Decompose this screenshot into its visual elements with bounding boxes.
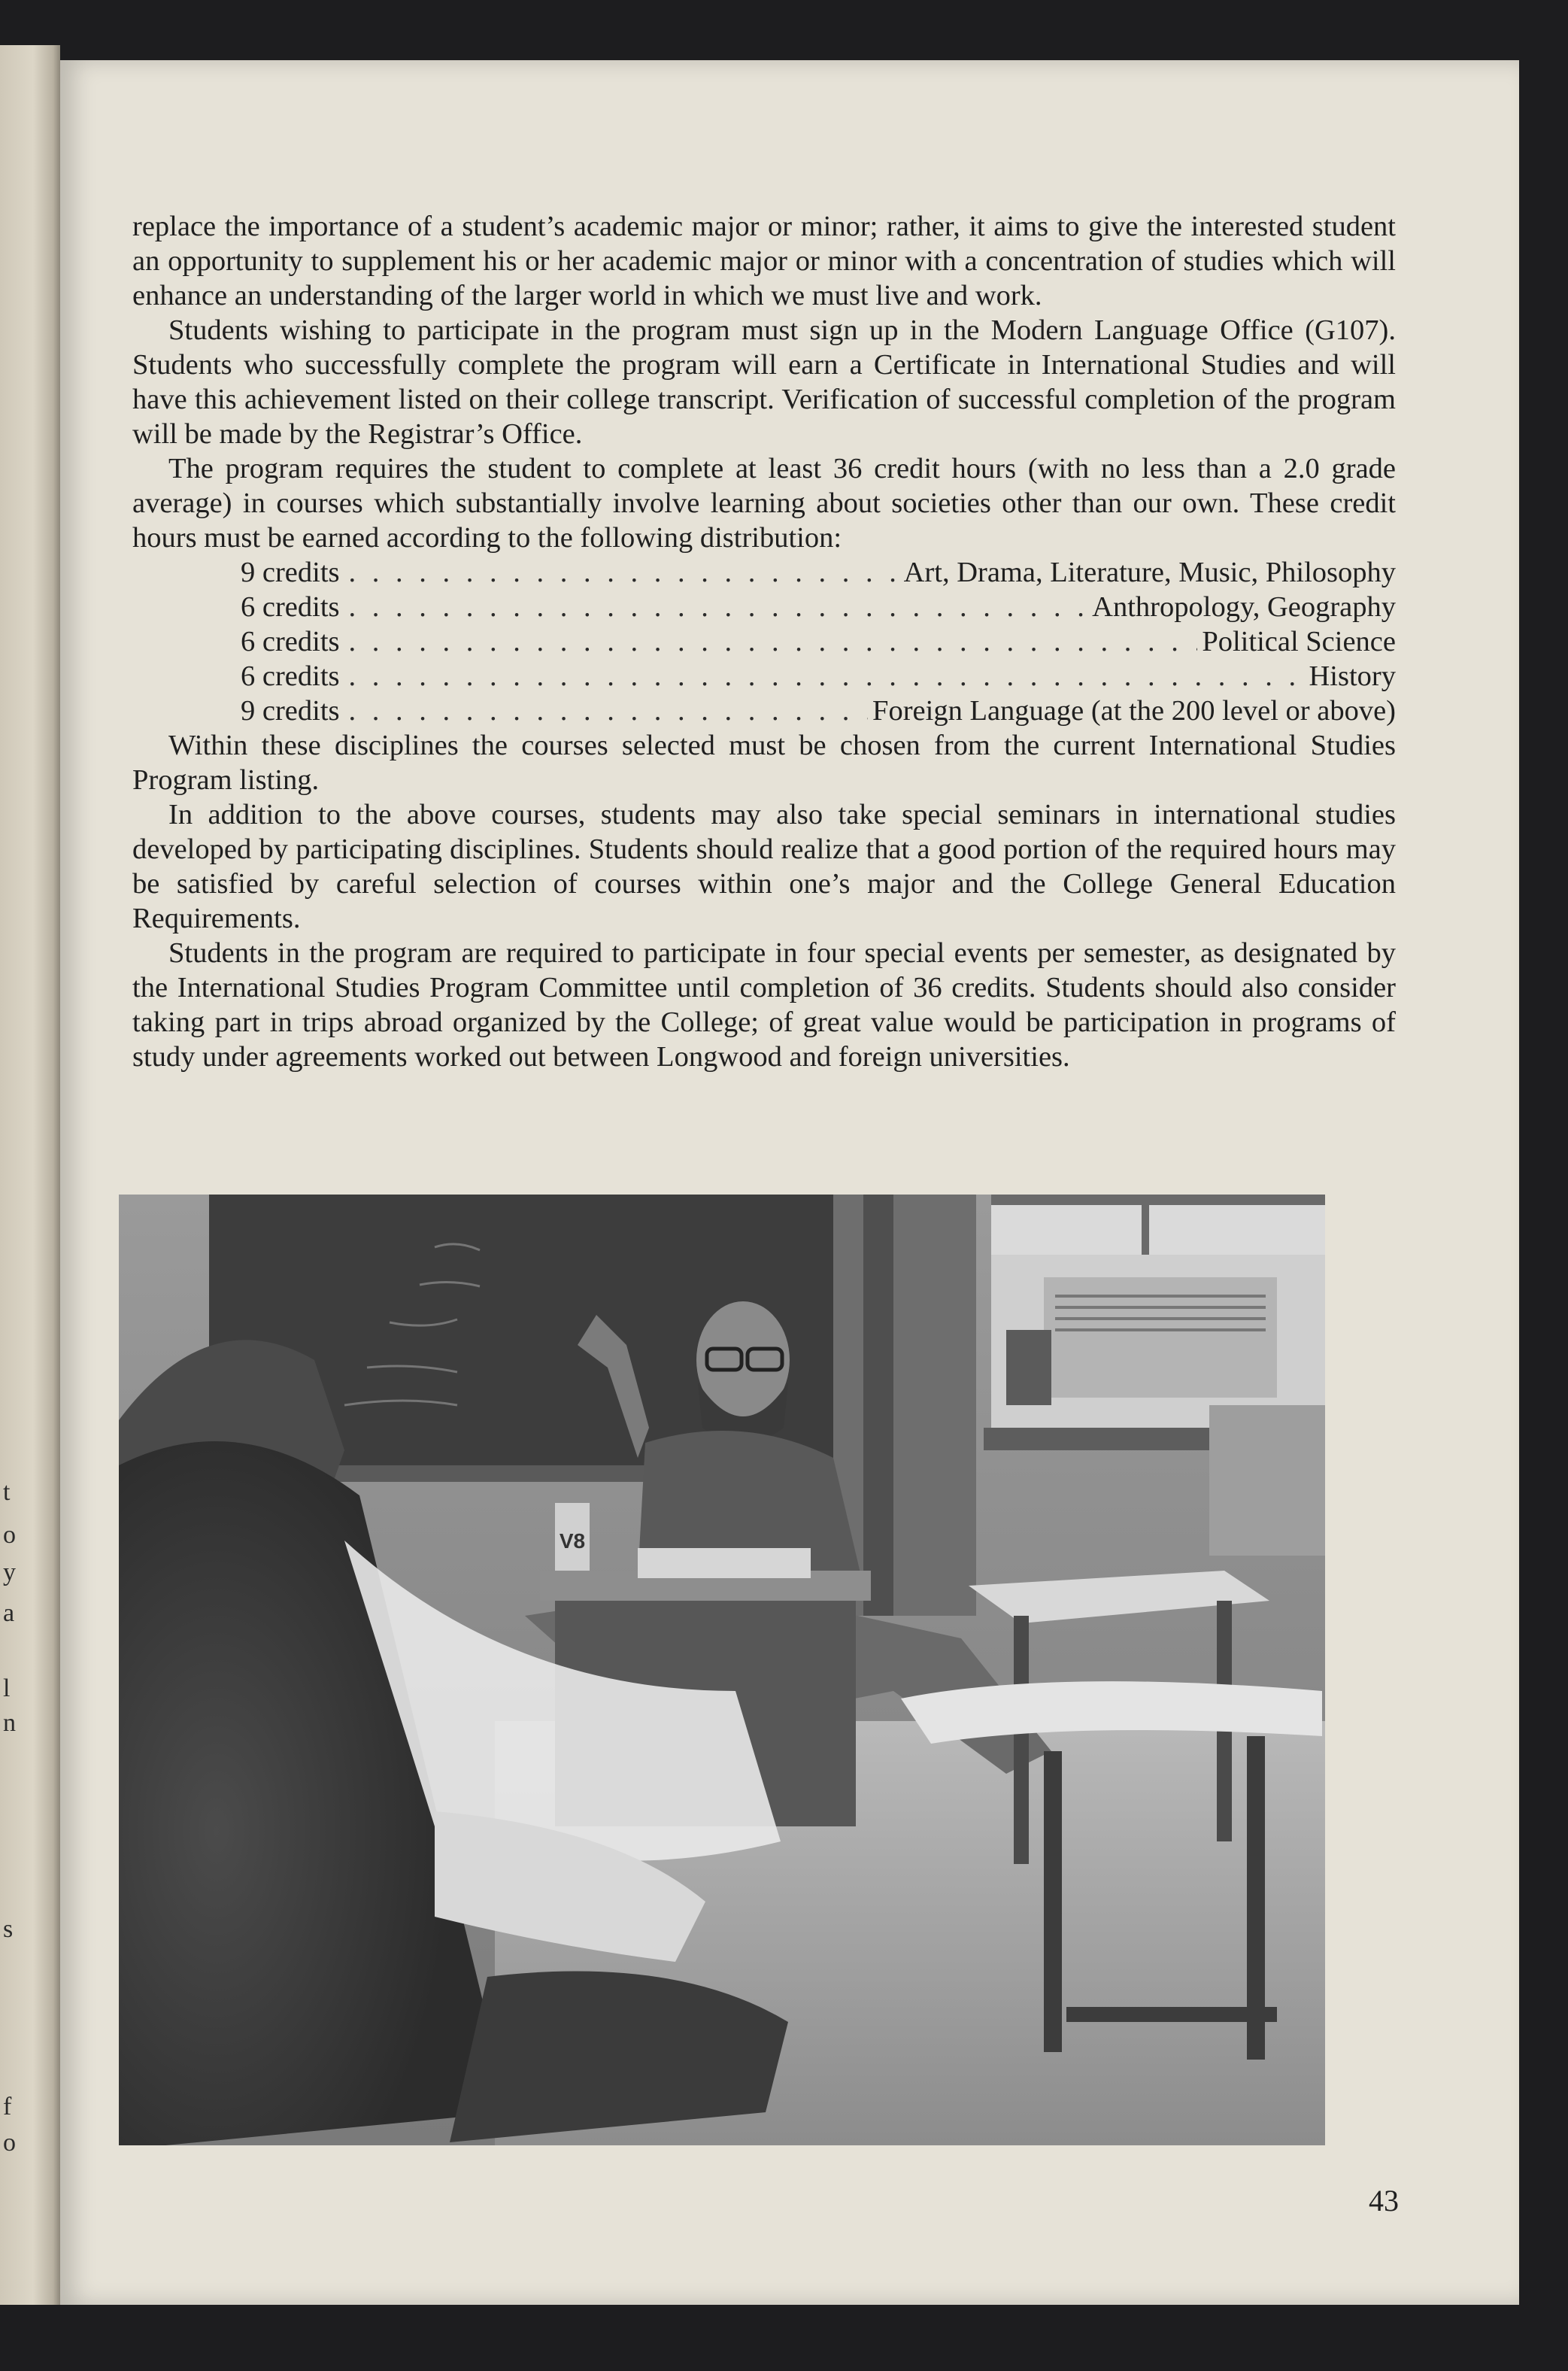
credit-subject: History xyxy=(1309,660,1396,692)
paragraph: replace the importance of a student’s academic major or minor; rather, it aims to give the interested student an opportunity to supplement his or her academic major or minor with a concentration of studies which will enhance an understanding of the larger world in which we must live and work. xyxy=(132,211,1396,311)
paragraph: Within these disciplines the courses selected must be chosen from the current International Studies Program listing. xyxy=(132,730,1396,796)
can-label: V8 xyxy=(559,1529,586,1553)
paragraph: The program requires the student to complete at least 36 credit hours (with no less than a 2.0 grade average) in courses which substantially involve learning about societies other than our own. These credit hours must be earned according to the following distribution: xyxy=(132,453,1396,554)
credit-row xyxy=(132,659,1396,694)
facing-page-fragment: o xyxy=(3,1521,16,1549)
credit-subject: Anthropology, Geography xyxy=(1092,591,1396,623)
credit-row xyxy=(132,694,1396,728)
dot-leader xyxy=(349,555,899,590)
page xyxy=(60,60,1519,2305)
credit-distribution-list xyxy=(132,555,1396,728)
credit-amount: 6 credits xyxy=(241,591,340,623)
credit-amount: 6 credits xyxy=(241,660,340,692)
credit-subject: Foreign Language (at the 200 level or above) xyxy=(872,695,1396,727)
credit-amount: 9 credits xyxy=(241,695,340,727)
dot-leader xyxy=(349,694,869,728)
paragraph: Students wishing to participate in the program must sign up in the Modern Language Office (G107). Students who successfully complete the program will earn a Certificate in International Studies and will have this achievement listed on their college transcript. Verification of successful completion of the program will be made by the Registrar’s Office. xyxy=(132,314,1396,450)
facing-page-fragment: y xyxy=(3,1559,16,1586)
facing-page-fragment: s xyxy=(3,1915,14,1943)
credit-row xyxy=(132,624,1396,659)
dot-leader xyxy=(349,624,1198,659)
credit-row xyxy=(132,590,1396,624)
dot-leader xyxy=(349,659,1305,694)
classroom-photo xyxy=(119,1195,1325,2145)
facing-page-fragment: a xyxy=(3,1599,15,1627)
dot-leader xyxy=(349,590,1088,624)
credit-subject: Art, Drama, Literature, Music, Philosophy xyxy=(903,557,1396,588)
facing-page-edge xyxy=(0,45,60,2305)
paragraph: Students in the program are required to participate in four special events per semester, as designated by the International Studies Program Committee until completion of 36 credits. Students should also consider taking part in trips abroad organized by the College; of great value would be participation in programs of study under agreements worked out between Longwood and foreign universities. xyxy=(132,937,1396,1073)
facing-page-fragment: l xyxy=(3,1674,11,1702)
facing-page-fragment: o xyxy=(3,2129,16,2157)
facing-page-fragment: n xyxy=(3,1709,16,1737)
paragraph: In addition to the above courses, students may also take special seminars in international studies developed by participating disciplines. Students should realize that a good portion of the required hours may be satisfied by careful selection of courses within one’s major and the College General Education Requirements. xyxy=(132,799,1396,934)
credit-amount: 9 credits xyxy=(241,557,340,588)
page-number: 43 xyxy=(1369,2184,1399,2218)
facing-page-fragment: t xyxy=(3,1478,11,1506)
credit-subject: Political Science xyxy=(1202,626,1396,657)
credit-row xyxy=(132,555,1396,590)
classroom-photo-illustration xyxy=(119,1195,1325,2145)
credit-amount: 6 credits xyxy=(241,626,340,657)
body-text xyxy=(132,209,1396,1074)
facing-page-fragment: f xyxy=(3,2093,12,2121)
